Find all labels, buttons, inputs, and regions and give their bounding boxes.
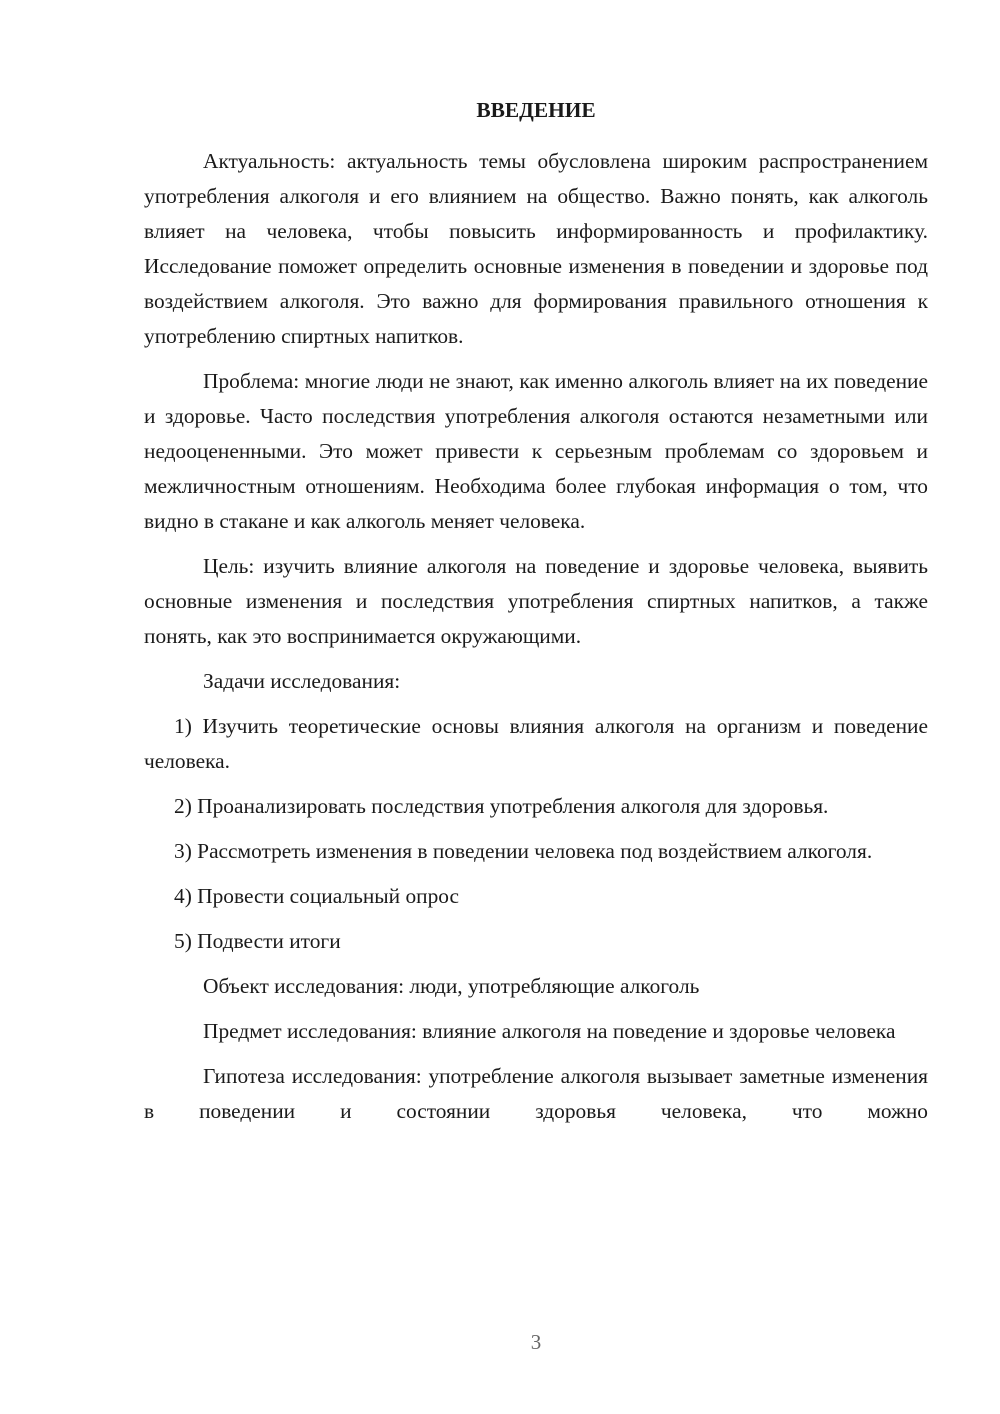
paragraph-subject: Предмет исследования: влияние алкоголя на поведение и здоровье человека (203, 1019, 896, 1043)
task-item-3: 3) Рассмотреть изменения в поведении человека под воздействием алкоголя. (174, 839, 873, 863)
section-heading: ВВЕДЕНИЕ (476, 98, 596, 122)
page-number: 3 (530, 1330, 542, 1354)
tasks-title: Задачи исследования: (203, 669, 401, 693)
paragraph-hypothesis: Гипотеза исследования: употребление алкоголя вызывает заметные изменения в поведении и состоянии здоровья человека, что можно (144, 1064, 928, 1123)
task-item-5: 5) Подвести итоги (174, 929, 341, 953)
paragraph-problem: Проблема: многие люди не знают, как именно алкоголь влияет на их поведение и здоровье. Часто последствия употребления алкоголя остаются незаметными или недооцененными. Это может привести к серьезным проблемам со здоровьем и межличностным отношениям. Необходима более глубокая информация о том, что видно в стакане и как алкоголь меняет человека. (144, 369, 928, 533)
page-body (144, 94, 928, 1139)
paragraph-relevance: Актуальность: актуальность темы обусловлена широким распространением употребления алкоголя и его влиянием на общество. Важно понять, как алкоголь влияет на человека, чтобы повысить информированность и профилактику. Исследование поможет определить основные изменения в поведении и здоровье под воздействием алкоголя. Это важно для формирования правильного отношения к употреблению спиртных напитков. (144, 149, 928, 348)
task-item-1: 1) Изучить теоретические основы влияния алкоголя на организм и поведение человека. (144, 714, 928, 773)
task-item-4: 4) Провести социальный опрос (174, 884, 460, 908)
task-item-2: 2) Проанализировать последствия употребления алкоголя для здоровья. (174, 794, 829, 818)
paragraph-goal: Цель: изучить влияние алкоголя на поведение и здоровье человека, выявить основные изменения и последствия употребления спиртных напитков, а также понять, как это воспринимается окружающими. (144, 554, 928, 648)
paragraph-object: Объект исследования: люди, употребляющие алкоголь (203, 974, 700, 998)
